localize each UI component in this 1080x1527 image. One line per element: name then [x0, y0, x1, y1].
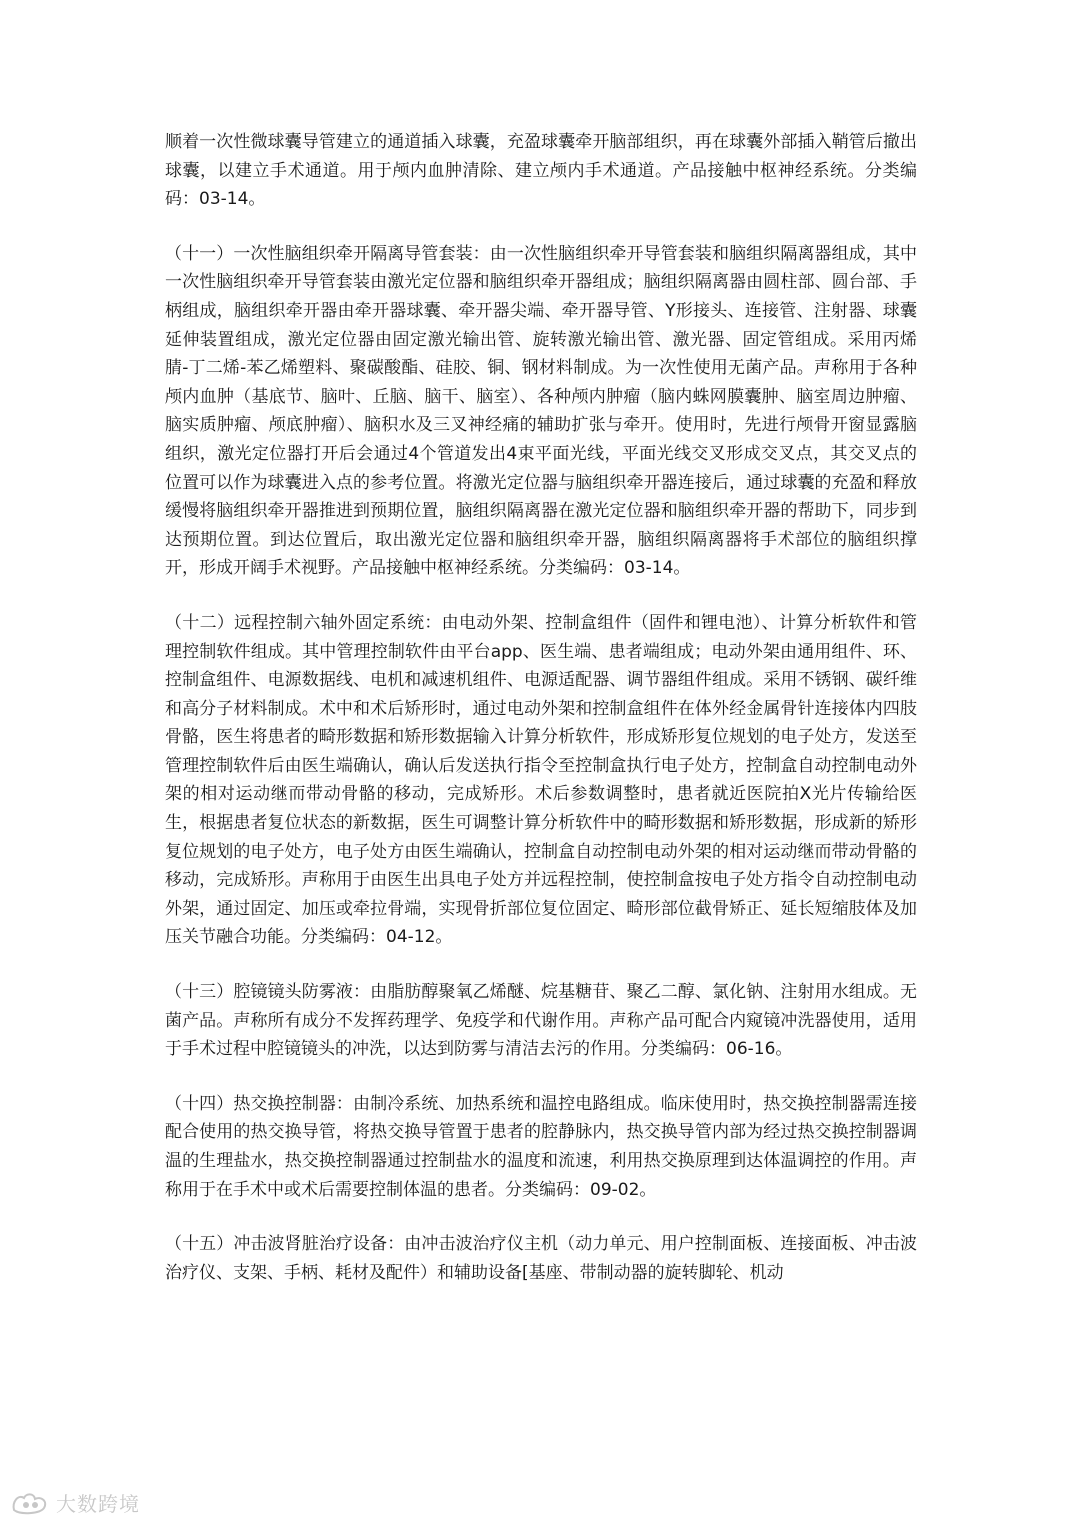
watermark	[10, 1488, 140, 1517]
paragraph-item-11: （十一）一次性脑组织牵开隔离导管套装：由一次性脑组织牵开导管套装和脑组织隔离器组成，其中一次性脑组织牵开导管套装由激光定位器和脑组织牵开器组成；脑组织隔离器由圆柱部、圆台部、手柄组成，脑组织牵开器由牵开器球囊、牵开器尖端、牵开器导管、Y形接头、连接管、注射器、球囊延伸装置组成，激光定位器由固定激光输出管、旋转激光输出管、激光器、固定管组成。采用丙烯腈-丁二烯-苯乙烯塑料、聚碳酸酯、硅胶、铜、钢材料制成。为一次性使用无菌产品。声称用于各种颅内血肿（基底节、脑叶、丘脑、脑干、脑室）、各种颅内肿瘤（脑内蛛网膜囊肿、脑室周边肿瘤、脑实质肿瘤、颅底肿瘤）、脑积水及三叉神经痛的辅助扩张与牵开。使用时，先进行颅骨开窗显露脑组织，激光定位器打开后会通过4个管道发出4束平面光线，平面光线交叉形成交叉点，其交叉点的位置可以作为球囊进入点的参考位置。将激光定位器与脑组织牵开器连接后，通过球囊的充盈和释放缓慢将脑组织牵开器推进到预期位置，脑组织隔离器在激光定位器和脑组织牵开器的帮助下，同步到达预期位置。到达位置后，取出激光定位器和脑组织牵开器，脑组织隔离器将手术部位的脑组织撑开，形成开阔手术视野。产品接触中枢神经系统。分类编码：03-14。	[165, 243, 917, 579]
paragraph-item-12: （十二）远程控制六轴外固定系统：由电动外架、控制盒组件（固件和锂电池）、计算分析软件和管理控制软件组成。其中管理控制软件由平台app、医生端、患者端组成；电动外架由通用组件、环、控制盒组件、电源数据线、电机和减速机组件、电源适配器、调节器组件组成。采用不锈钢、碳纤维和高分子材料制成。术中和术后矫形时，通过电动外架和控制盒组件在体外经金属骨针连接体内四肢骨骼，医生将患者的畸形数据和矫形数据输入计算分析软件，形成矫形复位规划的电子处方，发送至管理控制软件后由医生端确认，确认后发送执行指令至控制盒执行电子处方，控制盒自动控制电动外架的相对运动继而带动骨骼的移动，完成矫形。术后参数调整时，患者就近医院拍X光片传输给医生，根据患者复位状态的新数据，医生可调整计算分析软件中的畸形数据和矫形数据，形成新的矫形复位规划的电子处方，电子处方由医生端确认，控制盒自动控制电动外架的相对运动继而带动骨骼的移动，完成矫形。声称用于由医生出具电子处方并远程控制，使控制盒按电子处方指令自动控制电动外架，通过固定、加压或牵拉骨端，实现骨折部位复位固定、畸形部位截骨矫正、延长短缩肢体及加压关节融合功能。分类编码：04-12。	[165, 612, 917, 948]
paragraph-item-13: （十三）腔镜镜头防雾液：由脂肪醇聚氧乙烯醚、烷基糖苷、聚乙二醇、氯化钠、注射用水组成。无菌产品。声称所有成分不发挥药理学、免疫学和代谢作用。声称产品可配合内窥镜冲洗器使用，适用于手术过程中腔镜镜头的冲洗，以达到防雾与清洁去污的作用。分类编码：06-16。	[165, 982, 917, 1060]
paragraph-item-14: （十四）热交换控制器：由制冷系统、加热系统和温控电路组成。临床使用时，热交换控制器需连接配合使用的热交换导管，将热交换导管置于患者的腔静脉内，热交换导管内部为经过热交换控制器调温的生理盐水，热交换控制器通过控制盐水的温度和流速，利用热交换原理到达体温调控的作用。声称用于在手术中或术后需要控制体温的患者。分类编码：09-02。	[165, 1093, 917, 1200]
watermark-text: 大数跨境	[56, 1492, 140, 1516]
brand-logo-icon	[10, 1490, 50, 1516]
paragraph-item-15: （十五）冲击波肾脏治疗设备：由冲击波治疗仪主机（动力单元、用户控制面板、连接面板、冲击波治疗仪、支架、手柄、耗材及配件）和辅助设备[基座、带制动器的旋转脚轮、机动	[165, 1234, 917, 1283]
paragraph-continuation: 顺着一次性微球囊导管建立的通道插入球囊，充盈球囊牵开脑部组织，再在球囊外部插入鞘管后撤出球囊，以建立手术通道。用于颅内血肿清除、建立颅内手术通道。产品接触中枢神经系统。分类编码：03-14。	[165, 132, 917, 210]
document-body	[165, 128, 917, 1313]
